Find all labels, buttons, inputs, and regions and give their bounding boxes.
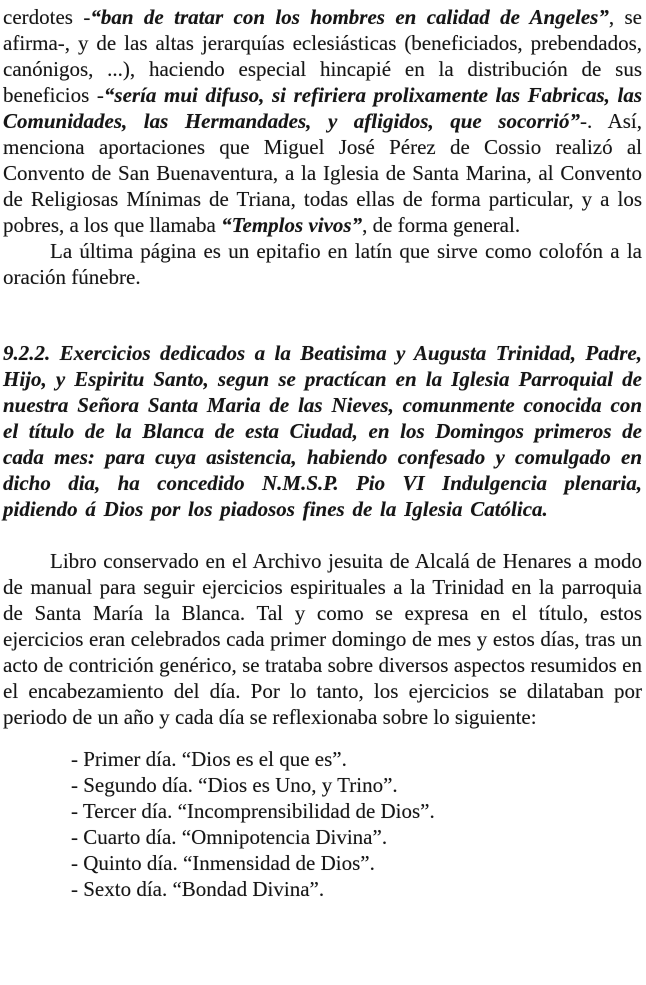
paragraph-cerdotes [3, 4, 642, 238]
quoted-text: “ban de tratar con los hombres en calidad de Angeles” [90, 5, 609, 29]
text-run: -. Así, menciona aportaciones que Miguel José Pérez de Cossio realizó al Convento de San Buenaventura, a la Iglesia de Santa Marina, al Convento de Religiosas Mínimas de Triana, todas ellas de forma particular, y a los pobres, a los que llamaba [3, 109, 643, 237]
list-item: - Cuarto día. “Omnipotencia Divina”. [71, 825, 388, 849]
paragraph-epitafio: La última página es un epitafio en latín que sirve como colofón a la oración fúnebre. [3, 239, 642, 289]
list-item: - Sexto día. “Bondad Divina”. [71, 877, 325, 901]
text-run: , de forma general. [362, 213, 521, 237]
section-heading: 9.2.2. Exercicios dedicados a la Beatisima y Augusta Trinidad, Padre, Hijo, y Espiritu Santo, segun se practícan en la Iglesia Parroquial de nuestra Señora Santa Maria de las Nieves, comunmente conocida con el título de la Blanca de esta Ciudad, en los Domingos primeros de cada mes: para cuya asistencia, habiendo confesado y comulgado en dicho dia, ha concedido N.M.S.P. Pio VI Indulgencia plenaria, pidiendo á Dios por los piadosos fines de la Iglesia Católica. [3, 341, 642, 521]
text-run: cerdotes - [3, 5, 91, 29]
text-run: , se afirma-, y de las altas jerarquías eclesiásticas (beneficiados, prebendados, canónigos, ...), haciendo especial hincapié en la distribución de sus beneficios - [3, 5, 642, 107]
list-item: - Primer día. “Dios es el que es”. [71, 747, 347, 771]
list-item: - Tercer día. “Incomprensibilidad de Dios”. [71, 799, 435, 823]
day-list [3, 746, 642, 902]
list-item: - Quinto día. “Inmensidad de Dios”. [71, 851, 375, 875]
quoted-text: “Templos vivos” [221, 213, 363, 237]
list-item: - Segundo día. “Dios es Uno, y Trino”. [71, 773, 398, 797]
paragraph-libro: Libro conservado en el Archivo jesuita de Alcalá de Henares a modo de manual para seguir ejercicios espirituales a la Trinidad en la parroquia de Santa María la Blanca. Tal y como se expresa en el título, estos ejercicios eran celebrados cada primer domingo de mes y estos días, tras un acto de contrición genérico, se trataba sobre diversos aspectos resumidos en el encabezamiento del día. Por lo tanto, los ejercicios se dilataban por periodo de un año y cada día se reflexionaba sobre lo siguiente: [3, 549, 642, 729]
quoted-text: “sería mui difuso, si refiriera prolixamente las Fabricas, las Comunidades, las Hermandades, y afligidos, que socorrió” [3, 83, 642, 133]
